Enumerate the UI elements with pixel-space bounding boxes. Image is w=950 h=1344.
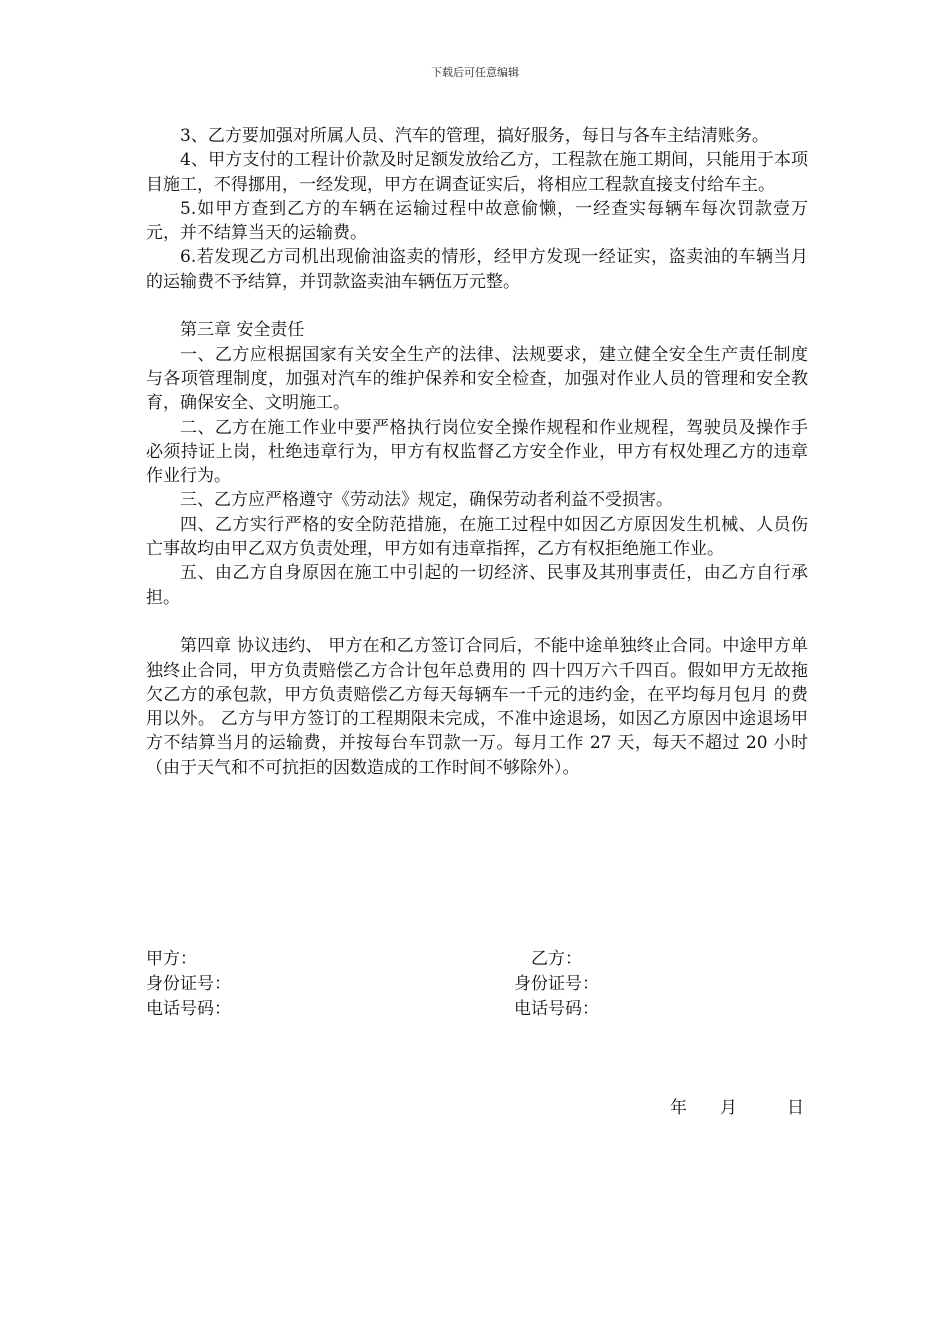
blank-line xyxy=(146,610,808,634)
signature-party-row xyxy=(146,947,808,972)
safety-clause-3: 三、乙方应严格遵守《劳动法》规定，确保劳动者利益不受损害。 xyxy=(180,490,673,511)
party-a-phone-label: 电话号码： xyxy=(146,999,231,1019)
safety-clause-4: 四、乙方实行严格的安全防范措施，在施工过程中如因乙方原因发生机械、人员伤亡事故均由甲乙双方负责处理，甲方如有违章指挥，乙方有权拒绝施工作业。 xyxy=(146,514,808,560)
party-b-id-label: 身份证号： xyxy=(514,974,599,994)
party-a-id-label: 身份证号： xyxy=(146,974,231,994)
document-body xyxy=(146,124,808,780)
clause-6: 6.若发现乙方司机出现偷油盗卖的情形，经甲方发现一经证实，盗卖油的车辆当月的运输费不予结算，并罚款盗卖油车辆伍万元整。 xyxy=(146,247,808,292)
signature-phone-row xyxy=(146,997,808,1022)
page-header: 下载后可任意编辑 xyxy=(431,66,519,79)
blank-line xyxy=(146,294,808,318)
party-b-label: 乙方： xyxy=(531,949,582,969)
party-b-phone-label: 电话号码： xyxy=(514,999,599,1019)
date-year: 年 xyxy=(670,1098,687,1118)
signature-id-row xyxy=(146,972,808,997)
clause-5: 5.如甲方查到乙方的车辆在运输过程中故意偷懒，一经查实每辆车每次罚款壹万元，并不结算当天的运输费。 xyxy=(146,198,808,244)
safety-clause-1: 一、乙方应根据国家有关安全生产的法律、法规要求，建立健全安全生产责任制度与各项管理制度，加强对汽车的维护保养和安全检查，加强对作业人员的管理和安全教育，确保安全、文明施工。 xyxy=(146,344,808,414)
chapter-4-breach: 第四章 协议违约、 甲方在和乙方签订合同后，不能中途单独终止合同。中途甲方单独终止合同，甲方负责赔偿乙方合计包年总费用的 四十四万六千四百。假如甲方无故拖欠乙方的承包款，甲方负责赔偿乙方每天每辆车一千元的违约金，在平均每月包月 的费用以外。 乙方与甲方签订的工程期限未完成，不准中途退场，如因乙方原因中途退场甲方不结算当月的运输费，并按每台车罚款一万。每月工作 27 天，每天不超过 20 小时（由于天气和不可抗拒的因数造成的工作时间不够除外）。 xyxy=(146,636,808,778)
safety-clause-2: 二、乙方在施工作业中要严格执行岗位安全操作规程和作业规程，驾驶员及操作手必须持证上岗，杜绝违章行为，甲方有权监督乙方安全作业，甲方有权处理乙方的违章作业行为。 xyxy=(146,417,808,487)
safety-clause-5: 五、由乙方自身原因在施工中引起的一切经济、民事及其刑事责任，由乙方自行承担。 xyxy=(146,563,808,608)
clause-4: 4、甲方支付的工程计价款及时足额发放给乙方，工程款在施工期间，只能用于本项目施工，不得挪用，一经发现，甲方在调查证实后，将相应工程款直接支付给车主。 xyxy=(146,150,808,195)
date-day: 日 xyxy=(787,1098,804,1118)
clause-3: 3、乙方要加强对所属人员、汽车的管理，搞好服务，每日与各车主结清账务。 xyxy=(180,126,769,146)
party-a-label: 甲方： xyxy=(146,949,197,969)
date-month: 月 xyxy=(720,1098,737,1118)
chapter-3-title: 第三章 安全责任 xyxy=(180,320,305,341)
